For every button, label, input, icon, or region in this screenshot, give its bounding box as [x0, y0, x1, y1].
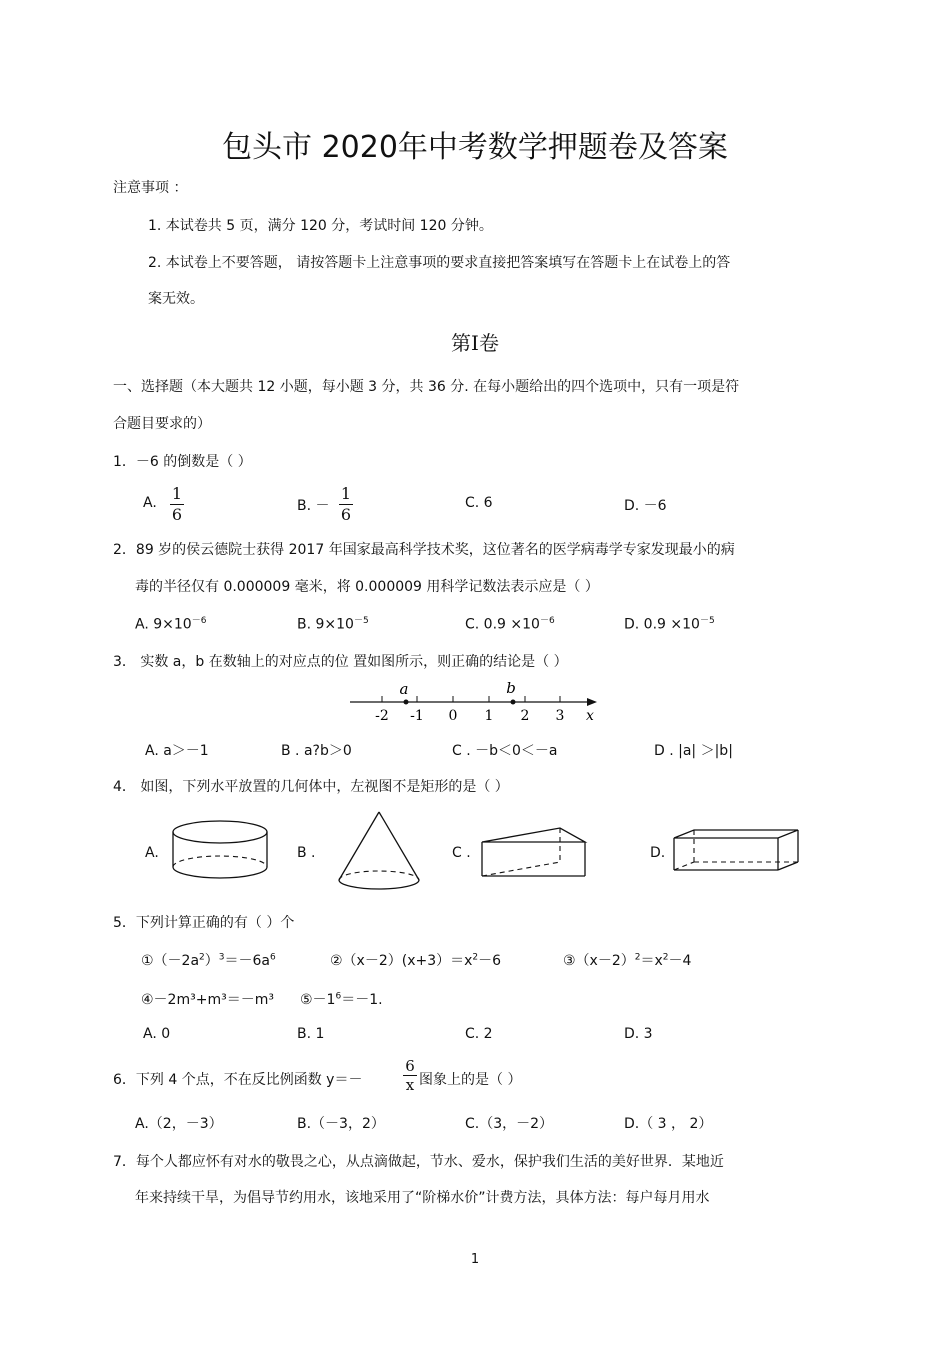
q5-stem: 5．下列计算正确的有（ ）个	[113, 915, 295, 931]
q5-expression-1: $①(-2a^2)^3=-6a^6$	[141, 952, 276, 969]
number-line-arrow	[587, 698, 597, 706]
point-b-marker	[511, 700, 516, 705]
q7-stem-line-2: 年来持续干旱，为倡导节约用水，该地采用了“阶梯水价”计费方法，具体方法：每户每月用水	[135, 1190, 710, 1206]
q1-stem: 1．－6 的倒数是（ ）	[113, 454, 252, 470]
q6-option-b: B.（－3，2）	[297, 1116, 385, 1132]
section-title: 第Ⅰ卷	[451, 331, 499, 355]
q2-option-c	[465, 613, 555, 633]
tick-label: -2	[375, 708, 389, 724]
q6-fraction-denominator: x	[405, 1076, 415, 1094]
q5-expression-3-text: ③（x－2）	[563, 953, 635, 969]
notice-item-2-line-1: 2. 本试卷上不要答题， 请按答题卡上注意事项的要求直接把答案填写在答题卡上在试卷上的答	[148, 255, 731, 271]
q1-option-b-fraction	[339, 485, 353, 524]
q5-expression-2: $②(x-2)(x+3)=x^2-6$	[330, 952, 502, 969]
q2-option-a	[135, 613, 206, 633]
notice-item-1: 1. 本试卷共 5 页，满分 120 分，考试时间 120 分钟。	[148, 218, 493, 234]
q6-option-c: C.（3，－2）	[465, 1116, 554, 1132]
q5-expression-5-tail: ＝－1.	[341, 992, 383, 1008]
q5-expression-5-text: ⑤－1	[300, 992, 336, 1008]
cylinder-figure	[168, 818, 272, 884]
q5-expression-3: $③(x-2)^2=x^2-4$	[563, 952, 692, 969]
q5-expression-3-end: －4	[668, 953, 692, 969]
q5-expression-5: $⑤-1^6=-1$.	[300, 991, 383, 1008]
axis-label: x	[586, 708, 594, 724]
q3-option-b: B . a?b＞0	[281, 743, 352, 759]
tick-label: 3	[555, 708, 565, 724]
page-title: 包头市 2020年中考数学押题卷及答案	[222, 130, 728, 165]
q4-option-a-label: A.	[145, 845, 159, 861]
q4-option-b-label: B .	[297, 845, 316, 861]
point-a-label: a	[399, 680, 409, 698]
q1-option-b-label: B. －	[297, 498, 330, 514]
q2-option-b	[297, 613, 369, 633]
tick-label: 1	[484, 708, 494, 724]
notice-heading: 注意事项 ：	[113, 180, 188, 196]
q1-option-b-numerator: 1	[340, 484, 352, 503]
q5-expression-4: ④－2m³+m³＝－m³	[141, 992, 274, 1008]
q1-option-c: C. 6	[465, 495, 493, 511]
q6-fraction-numerator: 6	[405, 1057, 415, 1075]
q5-expression-1-text: ①（－2a	[141, 953, 200, 969]
q2-option-d	[624, 613, 715, 633]
point-b-label: b	[506, 679, 516, 697]
q4-option-d-label: D.	[650, 845, 666, 861]
q1-option-a-label: A.	[143, 495, 157, 511]
q6-stem-start: 6．下列 4 个点，不在反比例函数 y＝－	[113, 1072, 363, 1088]
page-number: 1	[470, 1252, 480, 1267]
q4-stem: 4． 如图，下列水平放置的几何体中，左视图不是矩形的是（ ）	[113, 779, 509, 795]
q1-option-a-denominator: 6	[171, 505, 183, 524]
q5-expression-3-mid: ＝x	[640, 953, 663, 969]
q2-option-a-base: A. 9×10	[135, 616, 192, 633]
tick-label: 2	[520, 708, 530, 724]
q2-option-d-base: D. 0.9 ×10	[624, 616, 700, 633]
q1-option-a-numerator: 1	[171, 484, 183, 503]
q5-option-c: C. 2	[465, 1026, 493, 1042]
q2-option-b-exponent: －5	[353, 616, 369, 626]
q3-option-c: C . －b＜0＜－a	[452, 743, 558, 759]
point-a-marker	[404, 700, 409, 705]
notice-item-2-line-2: 案无效。	[148, 291, 204, 307]
cuboid-figure	[670, 826, 802, 874]
q3-option-d: D . |a| ＞|b|	[654, 743, 733, 759]
number-line	[345, 678, 600, 726]
q2-option-c-exponent: －6	[539, 616, 555, 626]
q1-option-a-fraction	[170, 485, 184, 524]
part1-instructions-line-2: 合题目要求的）	[113, 416, 211, 432]
q2-option-c-base: C. 0.9 ×10	[465, 616, 540, 633]
q5-option-a: A. 0	[143, 1026, 171, 1042]
q6-stem-end: 图象上的是（ ）	[419, 1072, 522, 1088]
q2-stem-line-2: 毒的半径仅有 0.000009 毫米，将 0.000009 用科学记数法表示应是（ ）	[135, 579, 599, 595]
q6-fraction	[403, 1058, 417, 1093]
q3-stem: 3． 实数 a，b 在数轴上的对应点的位 置如图所示，则正确的结论是（ ）	[113, 654, 568, 670]
q2-option-a-exponent: －6	[191, 616, 207, 626]
q1-option-b-denominator: 6	[340, 505, 352, 524]
q2-stem-line-1: 2．89 岁的侯云德院士获得 2017 年国家最高科学技术奖，这位著名的医学病毒学专家发现最小的病	[113, 542, 735, 558]
q5-option-d: D. 3	[624, 1026, 653, 1042]
triangular-prism-figure	[478, 822, 590, 882]
tick-label: -1	[410, 708, 424, 724]
part1-instructions-line-1: 一、选择题（本大题共 12 小题，每小题 3 分，共 36 分. 在每小题给出的四个选项中，只有一项是符	[113, 379, 740, 395]
q4-option-c-label: C .	[452, 845, 471, 861]
q6-option-a: A.（2，－3）	[135, 1116, 223, 1132]
cone-figure	[333, 808, 425, 894]
q3-option-a: A. a＞－1	[145, 743, 209, 759]
q1-option-d: D. －6	[624, 498, 667, 514]
q5-option-b: B. 1	[297, 1026, 325, 1042]
number-line-ticks	[382, 696, 560, 702]
tick-label: 0	[448, 708, 458, 724]
q6-option-d: D.（ 3 ， 2）	[624, 1116, 713, 1132]
q7-stem-line-1: 7．每个人都应怀有对水的敬畏之心，从点滴做起，节水、爱水，保护我们生活的美好世界．某地近	[113, 1154, 724, 1170]
q2-option-d-exponent: －5	[699, 616, 715, 626]
q2-option-b-base: B. 9×10	[297, 616, 354, 633]
q5-expression-2-tail: －6	[478, 953, 502, 969]
q5-expression-2-text: ②（x－2）(x+3）＝x	[330, 953, 473, 969]
